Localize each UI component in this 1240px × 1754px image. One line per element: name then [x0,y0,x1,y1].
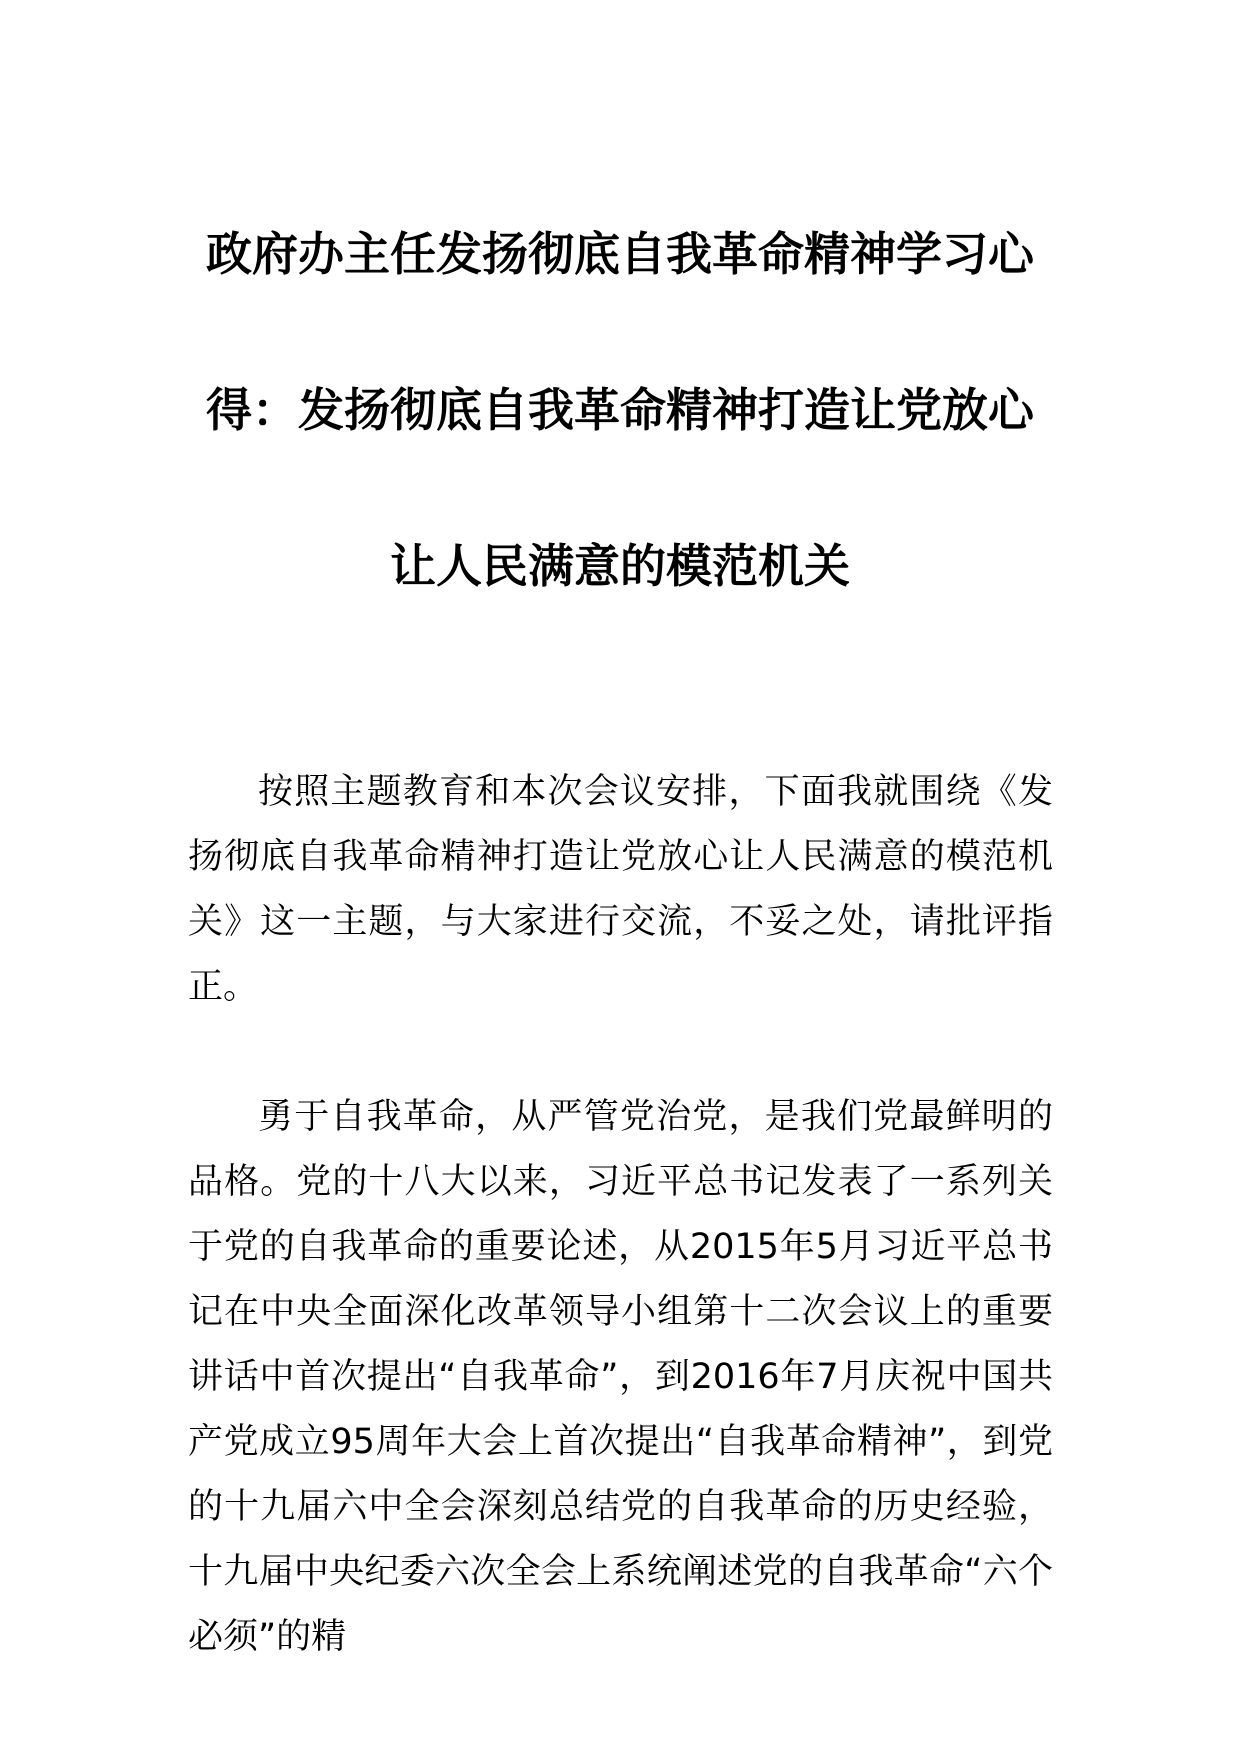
title-line-2: 得：发扬彻底自我革命精神打造让党放心 [206,383,1034,437]
title-line-3: 让人民满意的模范机关 [390,539,850,593]
document-title [180,176,1060,644]
document-body [188,760,1053,1670]
paragraph-self-revolution: 勇于自我革命，从严管党治党，是我们党最鲜明的品格。党的十八大以来，习近平总书记发表了一系列关于党的自我革命的重要论述，从2015年5月习近平总书记在中央全面深化改革领导小组第十二次会议上的重要讲话中首次提出“自我革命”，到2016年7月庆祝中国共产党成立95周年大会上首次提出“自我革命精神”，到党的十九届六中全会深刻总结党的自我革命的历史经验，十九届中央纪委六次全会上系统阐述党的自我革命“六个必须”的精 [188,1097,1053,1657]
paragraph-intro: 按照主题教育和本次会议安排，下面我就围绕《发扬彻底自我革命精神打造让党放心让人民满意的模范机关》这一主题，与大家进行交流，不妥之处，请批评指正。 [188,772,1053,1007]
title-line-1: 政府办主任发扬彻底自我革命精神学习心 [206,227,1034,281]
